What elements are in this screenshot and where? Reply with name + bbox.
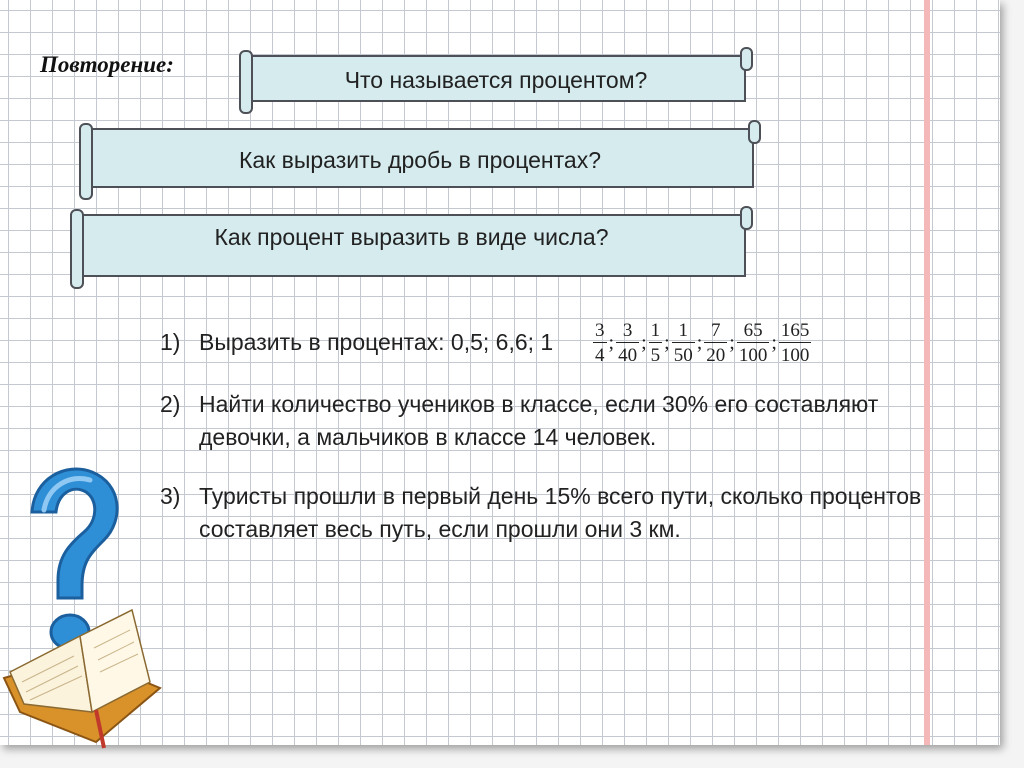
fraction [672,320,695,367]
fraction [593,320,607,367]
scroll-roll-right [748,120,761,144]
question-mark-icon [32,469,117,649]
notebook-margin-line [924,0,930,745]
task-number: 1) [160,329,181,355]
fraction-denominator: 20 [704,342,727,367]
question-scroll-2 [86,128,754,188]
fraction-separator: ; [641,331,647,354]
fraction-numerator: 1 [678,319,688,341]
fraction-separator: ; [664,331,670,354]
fraction-separator: ; [696,331,703,354]
question-text-1: Что называется процентом? [344,67,648,93]
fraction-numerator: 1 [650,319,661,341]
fraction [616,320,639,367]
slide-title: Повторение: [40,52,174,77]
fraction-denominator: 50 [672,342,695,367]
fraction-denominator: 100 [737,342,770,367]
task-text [199,388,878,454]
fraction-numerator: 3 [622,319,633,341]
task-text [199,480,921,546]
fraction-numerator: 3 [595,319,605,341]
fraction-separator: ; [608,331,615,354]
fraction-numerator: 7 [711,319,721,341]
fraction [779,320,812,367]
fraction-list [593,316,811,370]
task-line-1: Туристы прошли в первый день 15% всего пути, сколько процентов [199,483,922,509]
task-number: 2) [160,391,181,417]
fraction-denominator: 5 [649,342,663,367]
question-scroll-3 [77,214,746,277]
question-scroll-1 [246,55,746,102]
fraction-denominator: 4 [593,342,607,367]
fraction [649,320,663,367]
fraction-separator: ; [771,331,777,354]
task-text: Выразить в процентах: 0,5; 6,6; 1 [199,329,554,355]
task-line-2: девочки, а мальчиков в классе 14 человек. [199,424,657,450]
fraction-denominator: 100 [779,342,812,367]
fraction [737,320,770,367]
question-text-2: Как выразить дробь в процентах? [239,147,601,173]
task-line-2: составляет весь путь, если прошли они 3 км. [199,516,681,542]
fraction [704,320,727,367]
question-text-3: Как процент выразить в виде числа? [214,224,609,250]
illustration [0,460,170,750]
fraction-separator: ; [729,331,735,354]
fraction-numerator: 65 [743,319,763,341]
fraction-denominator: 40 [616,342,639,367]
task-line-1: Найти количество учеников в классе, если 30% его составляют [199,391,879,417]
task-number: 3) [160,483,181,509]
fraction-numerator: 165 [780,319,810,341]
